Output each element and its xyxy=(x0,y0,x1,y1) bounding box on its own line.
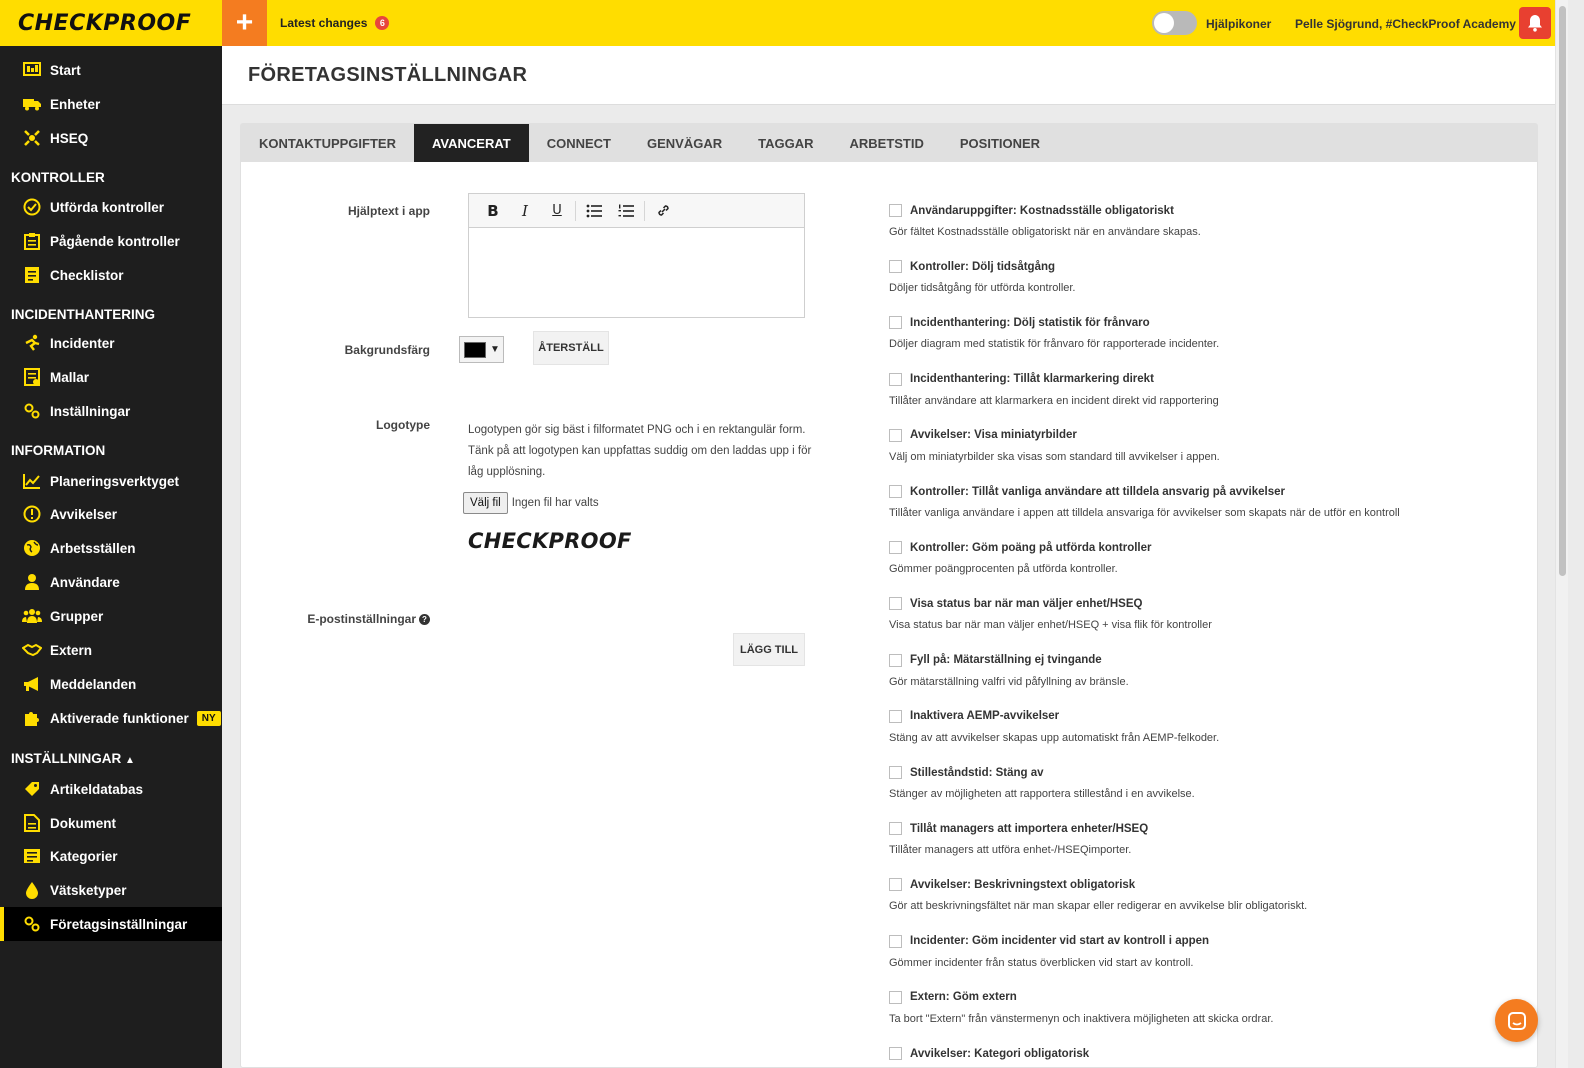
numbered-list-button[interactable] xyxy=(610,194,642,228)
dashboard-icon xyxy=(22,60,42,80)
sidebar-item-label: Inställningar xyxy=(50,403,131,419)
option-description: Gömmer poängprocenten på utförda kontroller. xyxy=(889,563,1118,576)
sidebar-item-label: Aktiverade funktioner xyxy=(50,710,189,726)
option-title: Inaktivera AEMP-avvikelser xyxy=(910,710,1060,723)
option-checkbox[interactable] xyxy=(889,935,902,948)
sidebar-item-label: Kategorier xyxy=(50,848,118,864)
exclamation-circle-icon xyxy=(22,504,42,524)
option-title: Incidenter: Göm incidenter vid start av kontroll i appen xyxy=(910,935,1210,948)
option-checkbox[interactable] xyxy=(889,260,902,273)
chat-launcher-button[interactable] xyxy=(1495,999,1538,1042)
user-icon xyxy=(22,572,42,592)
sidebar-section-title xyxy=(11,307,155,322)
option-description: Gömmer incidenter från status överblicken vid start av kontroll. xyxy=(889,956,1194,969)
underline-button[interactable] xyxy=(541,194,573,228)
option-title-row xyxy=(889,991,1529,1004)
option-title: Avvikelser: Beskrivningstext obligatorisk xyxy=(910,878,1136,891)
option-checkbox[interactable] xyxy=(889,766,902,779)
bullet-list-icon xyxy=(586,204,602,218)
question-icon[interactable]: ? xyxy=(419,614,430,625)
reset-button[interactable]: ÅTERSTÄLL xyxy=(533,331,609,365)
tab-5[interactable]: ARBETSTID xyxy=(849,135,924,151)
option-title: Incidenthantering: Tillåt klarmarkering direkt xyxy=(910,373,1154,386)
file-upload xyxy=(463,492,599,514)
option-checkbox[interactable] xyxy=(889,878,902,891)
gears-icon xyxy=(22,914,42,934)
editor-toolbar xyxy=(469,194,804,228)
option-description: Ta bort "Extern" från vänstermenyn och inaktivera möjligheten att skicka ordrar. xyxy=(889,1012,1274,1025)
sidebar-item-2-0[interactable] xyxy=(0,464,222,498)
latest-changes-link[interactable] xyxy=(280,16,389,30)
sidebar-item-1-2[interactable] xyxy=(0,394,222,428)
chart-line-icon xyxy=(22,471,42,491)
sidebar-item-3-0[interactable] xyxy=(0,772,222,806)
option-item xyxy=(889,541,1529,575)
tab-1[interactable]: AVANCERAT xyxy=(414,124,529,162)
clipboard-icon xyxy=(22,231,42,251)
tag-icon xyxy=(22,779,42,799)
option-item xyxy=(889,654,1529,688)
new-badge: NY xyxy=(197,711,221,726)
user-name: Pelle Sjögrund, #CheckProof Academy xyxy=(1295,17,1516,31)
option-description: Tillåter användare att klarmarkera en incident direkt vid rapportering xyxy=(889,394,1219,407)
tab-3[interactable]: GENVÄGAR xyxy=(646,135,723,151)
option-item xyxy=(889,373,1529,407)
sidebar-item-label: Artikeldatabas xyxy=(50,781,144,797)
file-status: Ingen fil har valts xyxy=(511,497,599,509)
option-checkbox[interactable] xyxy=(889,485,902,498)
option-checkbox[interactable] xyxy=(889,710,902,723)
option-item xyxy=(889,429,1529,463)
logo-label: Logotype xyxy=(376,418,430,432)
option-description: Tillåter vanliga användare i appen att tilldela ansvariga för avvikelser som skapats när de utför en kontroll xyxy=(889,507,1400,519)
option-title-row xyxy=(889,654,1529,667)
option-title-row xyxy=(889,204,1529,217)
option-item xyxy=(889,260,1529,294)
sidebar-item-label: Checklistor xyxy=(50,267,124,283)
option-title-row xyxy=(889,316,1529,329)
option-title-row xyxy=(889,485,1529,498)
sidebar-item-1-1[interactable] xyxy=(0,360,222,394)
option-checkbox[interactable] xyxy=(889,991,902,1004)
sidebar-item-1[interactable] xyxy=(0,87,222,121)
sidebar-section-title xyxy=(11,170,105,185)
option-item xyxy=(889,597,1529,631)
sidebar-item-1-0[interactable] xyxy=(0,326,222,360)
sidebar-item-2-4[interactable] xyxy=(0,599,222,633)
caret-up-icon: ▲ xyxy=(125,755,135,766)
sidebar-item-label: Dokument xyxy=(50,815,117,831)
section-title-text: INCIDENTHANTERING xyxy=(11,307,155,322)
option-checkbox[interactable] xyxy=(889,597,902,610)
sidebar-section-title[interactable] xyxy=(11,751,135,766)
page-scrollbar[interactable] xyxy=(1555,0,1568,1068)
email-settings-text: E-postinställningar xyxy=(307,612,416,626)
option-description: Stänger av möjligheten att rapportera stillestånd i en avvikelse. xyxy=(889,788,1195,800)
option-title-row xyxy=(889,597,1529,610)
link-button[interactable] xyxy=(647,194,679,228)
sidebar-item-label: Mallar xyxy=(50,369,90,385)
option-title-row xyxy=(889,822,1529,835)
option-title-row xyxy=(889,1047,1529,1060)
puzzle-icon xyxy=(22,708,42,728)
help-icons-toggle[interactable] xyxy=(1152,11,1197,35)
option-title-row xyxy=(889,878,1529,891)
option-item xyxy=(889,766,1529,800)
toolbar-divider xyxy=(575,201,576,221)
option-item xyxy=(889,991,1529,1025)
link-icon xyxy=(656,203,671,218)
option-description: Stäng av att avvikelser skapas upp automatiskt från AEMP-felkoder. xyxy=(889,731,1220,744)
sidebar-item-label: Planeringsverktyget xyxy=(50,473,180,489)
sidebar-item-label: HSEQ xyxy=(50,130,89,146)
bg-color-picker[interactable] xyxy=(459,336,504,363)
help-icons-label: Hjälpikoner xyxy=(1206,17,1272,31)
caret-down-icon: ▼ xyxy=(490,344,500,355)
bold-button[interactable] xyxy=(477,194,509,228)
option-title-row xyxy=(889,541,1529,554)
document-icon xyxy=(22,813,42,833)
user-menu[interactable] xyxy=(1295,17,1530,31)
bg-color-label: Bakgrundsfärg xyxy=(344,343,430,357)
option-description: Gör mätarställning valfri vid påfyllning av bränsle. xyxy=(889,675,1129,688)
page-header xyxy=(222,46,1555,105)
underline-icon: U xyxy=(552,203,562,218)
truck-icon xyxy=(22,94,42,114)
option-checkbox[interactable] xyxy=(889,204,902,217)
option-description: Välj om miniatyrbilder ska visas som standard till avvikelser i appen. xyxy=(889,450,1220,463)
handshake-icon xyxy=(22,640,42,660)
latest-changes-count-badge: 6 xyxy=(375,16,389,30)
sidebar-item-3-1[interactable] xyxy=(0,806,222,840)
drop-icon xyxy=(22,880,42,900)
logo-text: CHECKPROOF xyxy=(18,10,192,36)
sidebar-item-0-0[interactable] xyxy=(0,190,222,224)
sidebar-item-label: Enheter xyxy=(50,96,101,112)
add-email-button[interactable]: LÄGG TILL xyxy=(733,633,805,666)
check-circle-icon xyxy=(22,197,42,217)
help-text-input[interactable] xyxy=(469,228,804,318)
option-item xyxy=(889,878,1529,912)
bell-icon xyxy=(1527,14,1543,32)
sidebar-item-label: Start xyxy=(50,62,81,78)
choose-file-button[interactable]: Välj fil xyxy=(463,492,508,514)
add-button[interactable] xyxy=(222,0,267,46)
sidebar-item-label: Avvikelser xyxy=(50,506,118,522)
email-settings-label xyxy=(281,612,430,626)
option-item xyxy=(889,1047,1529,1060)
italic-button[interactable] xyxy=(509,194,541,228)
italic-icon: I xyxy=(522,201,528,220)
option-description: Döljer tidsåtgång för utförda kontroller. xyxy=(889,282,1076,295)
option-checkbox[interactable] xyxy=(889,429,902,442)
sidebar-item-label: Incidenter xyxy=(50,335,115,351)
sidebar-item-2-3[interactable] xyxy=(0,565,222,599)
sidebar-item-label: Grupper xyxy=(50,608,104,624)
color-swatch xyxy=(464,342,486,358)
option-title-row xyxy=(889,429,1529,442)
option-checkbox[interactable] xyxy=(889,373,902,386)
option-title: Kontroller: Göm poäng på utförda kontroller xyxy=(910,541,1152,554)
toolbar-divider xyxy=(644,201,645,221)
globe-icon xyxy=(22,538,42,558)
option-title: Tillåt managers att importera enheter/HSEQ xyxy=(910,822,1149,835)
option-checkbox[interactable] xyxy=(889,541,902,554)
sidebar-item-0-2[interactable] xyxy=(0,258,222,292)
option-title-row xyxy=(889,373,1529,386)
option-title: Avvikelser: Visa miniatyrbilder xyxy=(910,429,1077,442)
option-title: Incidenthantering: Dölj statistik för frånvaro xyxy=(910,316,1150,329)
template-icon xyxy=(22,367,42,387)
sidebar-item-0[interactable] xyxy=(0,53,222,87)
option-description: Visa status bar när man väljer enhet/HSEQ + visa flik för kontroller xyxy=(889,619,1212,632)
checklist-icon xyxy=(22,265,42,285)
tab-4[interactable]: TAGGAR xyxy=(758,135,814,151)
option-title: Stilleståndstid: Stäng av xyxy=(910,766,1044,779)
option-description: Tillåter managers att utföra enhet-/HSEQimporter. xyxy=(889,844,1132,857)
sidebar-item-label: Vätsketyper xyxy=(50,882,127,898)
option-item xyxy=(889,822,1529,856)
option-checkbox[interactable] xyxy=(889,1047,902,1060)
sidebar-item-3-3[interactable] xyxy=(0,873,222,907)
sidebar-item-label: Pågående kontroller xyxy=(50,233,180,249)
sidebar-item-2[interactable] xyxy=(0,121,222,155)
option-title: Avvikelser: Kategori obligatorisk xyxy=(910,1047,1090,1060)
sidebar xyxy=(0,46,222,1068)
toggle-knob xyxy=(1154,13,1174,33)
option-item xyxy=(889,485,1529,519)
plus-icon: + xyxy=(235,6,254,39)
chat-icon xyxy=(1507,1011,1527,1031)
sidebar-item-label: Användare xyxy=(50,574,120,590)
settings-tabs xyxy=(241,124,1537,162)
bullet-list-button[interactable] xyxy=(578,194,610,228)
help-text-editor xyxy=(468,193,805,318)
megaphone-icon xyxy=(22,674,42,694)
notifications-button[interactable] xyxy=(1519,7,1551,39)
sidebar-item-3-2[interactable] xyxy=(0,839,222,873)
sidebar-item-2-6[interactable] xyxy=(0,667,222,701)
sidebar-item-2-2[interactable] xyxy=(0,531,222,565)
app-logo[interactable] xyxy=(0,0,222,46)
page-title: FÖRETAGSINSTÄLLNINGAR xyxy=(248,64,528,86)
section-title-text: INFORMATION xyxy=(11,443,106,458)
option-description: Gör att beskrivningsfältet när man skapar eller redigerar en avvikelse blir obligatoriskt. xyxy=(889,900,1308,913)
sidebar-item-label: Arbetsställen xyxy=(50,540,136,556)
sidebar-section-title xyxy=(11,443,105,458)
option-title-row xyxy=(889,766,1529,779)
settings-card xyxy=(240,123,1538,1068)
list-box-icon xyxy=(22,846,42,866)
option-title-row xyxy=(889,935,1529,948)
sidebar-item-label: Företagsinställningar xyxy=(50,916,188,932)
sidebar-item-0-1[interactable] xyxy=(0,224,222,258)
bold-icon: B xyxy=(487,201,499,220)
option-checkbox[interactable] xyxy=(889,316,902,329)
option-title: Fyll på: Mätarställning ej tvingande xyxy=(910,654,1102,667)
page-scrollbar-thumb[interactable] xyxy=(1559,6,1566,576)
latest-changes-label: Latest changes xyxy=(280,16,368,30)
logo-info-text: Logotypen gör sig bäst i filformatet PNG och i en rektangulär form. Tänk på att logotypen kan uppfattas suddig om den laddas upp i för låg upplösning. xyxy=(468,424,812,478)
falling-person-icon xyxy=(22,333,42,353)
option-item xyxy=(889,204,1529,238)
hseq-icon xyxy=(22,128,42,148)
sidebar-item-3-4[interactable] xyxy=(0,907,222,941)
option-description: Gör fältet Kostnadsställe obligatoriskt när en användare skapas. xyxy=(889,226,1201,238)
users-icon xyxy=(22,606,42,626)
logo-preview: CHECKPROOF xyxy=(468,529,632,553)
gears-icon xyxy=(22,401,42,421)
option-title: Visa status bar när man väljer enhet/HSEQ xyxy=(910,597,1143,610)
tab-2[interactable]: CONNECT xyxy=(546,135,611,151)
numbered-list-icon xyxy=(618,204,634,218)
sidebar-item-2-1[interactable] xyxy=(0,497,222,531)
sidebar-item-2-7[interactable] xyxy=(0,701,222,735)
option-item xyxy=(889,316,1529,350)
sidebar-item-label: Utförda kontroller xyxy=(50,199,165,215)
sidebar-item-2-5[interactable] xyxy=(0,633,222,667)
option-item xyxy=(889,710,1529,744)
tab-6[interactable]: POSITIONER xyxy=(959,135,1041,151)
option-item xyxy=(889,935,1529,969)
help-text-label: Hjälptext i app xyxy=(347,204,430,218)
top-bar xyxy=(0,0,1568,46)
section-title-text: INSTÄLLNINGAR xyxy=(11,751,122,766)
tab-0[interactable]: KONTAKTUPPGIFTER xyxy=(259,135,396,151)
option-title: Kontroller: Dölj tidsåtgång xyxy=(910,260,1056,273)
option-title: Extern: Göm extern xyxy=(910,991,1017,1004)
option-checkbox[interactable] xyxy=(889,822,902,835)
option-description: Döljer diagram med statistik för frånvaro för rapporterade incidenter. xyxy=(889,338,1220,351)
sidebar-item-label: Meddelanden xyxy=(50,676,137,692)
option-title-row xyxy=(889,260,1529,273)
option-title: Användaruppgifter: Kostnadsställe obligatoriskt xyxy=(910,204,1174,217)
sidebar-item-label: Extern xyxy=(50,642,93,658)
section-title-text: KONTROLLER xyxy=(11,170,105,185)
option-checkbox[interactable] xyxy=(889,654,902,667)
option-title-row xyxy=(889,710,1529,723)
option-title: Kontroller: Tillåt vanliga användare att tilldela ansvarig på avvikelser xyxy=(910,485,1285,498)
